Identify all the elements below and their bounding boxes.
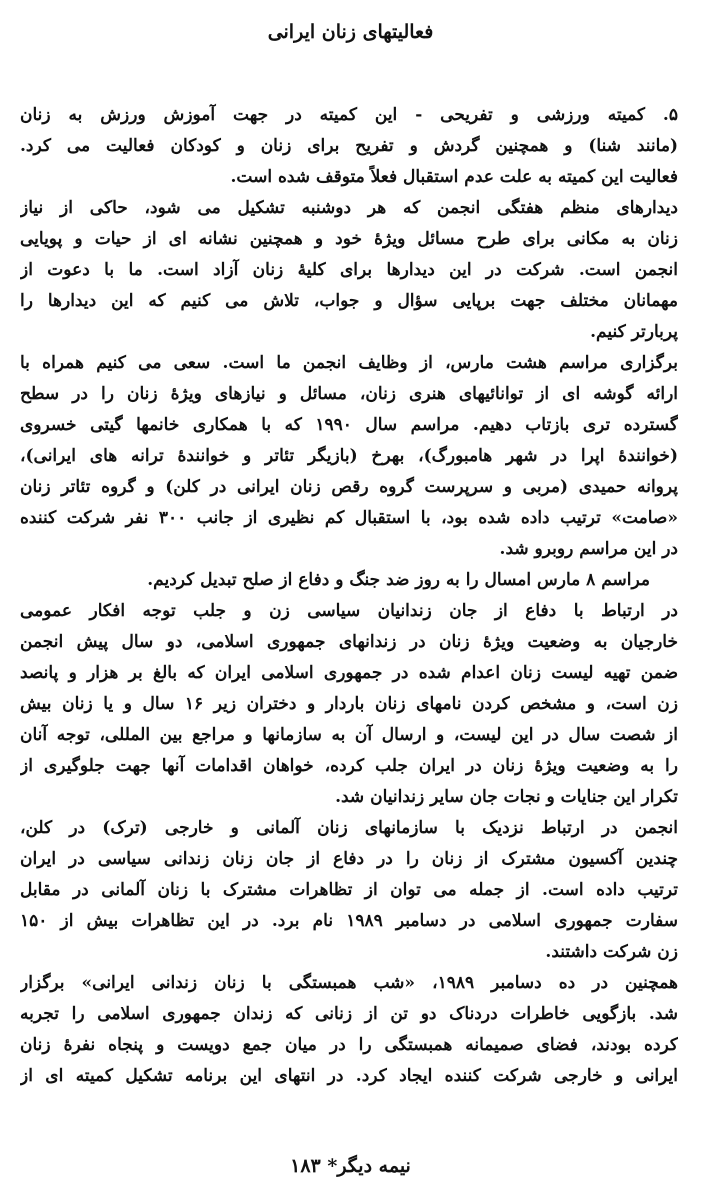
text-line: از شصت سال در این لیست، و ارسال آن به سازمانها و مراجع بین المللی، توجه آنان: [20, 725, 678, 745]
text-line: برگزاری مراسم هشت مارس، از وظایف انجمن ما است. سعی می کنیم همراه با: [20, 353, 678, 373]
text-line: گسترده تری بازتاب دهیم. مراسم سال ۱۹۹۰ که با همکاری خانمها گیتی خسروی: [20, 415, 678, 435]
text-line: انجمن است. شرکت در این دیدارها برای کلیهٔ زنان آزاد است. ما با دعوت از: [20, 260, 678, 280]
text-line: کرده بودند، فضای صمیمانه همبستگی را در میان جمع دویست و پنجاه نفرهٔ زنان: [20, 1035, 678, 1055]
text-line: ارائه گوشه ای از توانائیهای هنری زنان، مسائل و نیازهای ویژهٔ زنان را در سطح: [20, 384, 678, 404]
text-line: شد. بازگویی خاطرات دردناک دو تن از زنانی که زندان جمهوری اسلامی را تجربه: [20, 1004, 678, 1024]
text-line: ۵. کمیته ورزشی و تفریحی - این کمیته در جهت آموزش ورزش به زنان: [20, 105, 678, 125]
text-line: همچنین در ده دسامبر ۱۹۸۹، «شب همبستگی با زنان زندانی ایرانی» برگزار: [20, 973, 678, 993]
text-line: انجمن در ارتباط نزدیک با سازمانهای زنان آلمانی و خارجی (ترک) در کلن،: [20, 818, 678, 838]
text-line: (خوانندهٔ اپرا در شهر هامبورگ)، بهرخ (بازیگر تئاتر و خوانندهٔ ترانه های ایرانی)،: [20, 446, 678, 466]
text-line: چندین آکسیون مشترک از زنان را در دفاع از جان زنان زندانی سیاسی در ایران: [20, 849, 678, 869]
text-line: در این مراسم روبرو شد.: [499, 539, 678, 559]
text-line: مراسم ۸ مارس امسال را به روز ضد جنگ و دفاع از صلح تبدیل کردیم.: [147, 570, 650, 590]
text-line: پربارتر کنیم.: [590, 322, 678, 342]
text-line: در ارتباط با دفاع از جان زندانیان سیاسی زن و جلب توجه افکار عمومی: [20, 601, 678, 621]
text-line: را به وضعیت ویژهٔ زنان در ایران جلب کرده، خواهان اقدامات آنها جهت جلوگیری از: [20, 756, 678, 776]
text-line: «صامت» ترتیب داده شده بود، با استقبال کم نظیری از جانب ۳۰۰ نفر شرکت کننده: [20, 508, 678, 528]
text-line: ضمن تهیه لیست زنان اعدام شده در جمهوری اسلامی ایران که بالغ بر هزار و پانصد: [20, 663, 678, 683]
text-line: (مانند شنا) و همچنین گردش و تفریح برای زنان و کودکان فعالیت می کرد.: [20, 136, 678, 156]
page-footer: نیمه دیگر* ۱۸۳: [290, 1155, 411, 1177]
text-line: خارجیان به وضعیت ویژهٔ زنان در زندانهای جمهوری اسلامی، دو سال پیش انجمن: [20, 632, 678, 652]
text-line: زن شرکت داشتند.: [545, 942, 678, 962]
text-line: زن است، و مشخص کردن نامهای زنان باردار و دختران زیر ۱۶ سال و یا زنان بیش: [20, 694, 678, 714]
text-line: مهمانان مختلف جهت برپایی سؤال و جواب، تلاش می کنیم که این دیدارها را: [20, 291, 678, 311]
text-line: ترتیب داده است. از جمله می توان از تظاهرات مشترک با زنان آلمانی در مقابل: [20, 880, 678, 900]
text-line: دیدارهای منظم هفتگی انجمن که هر دوشنبه تشکیل می شود، حاکی از نیاز: [20, 198, 678, 218]
page-title: فعالیتهای زنان ایرانی: [267, 21, 434, 43]
text-line: سفارت جمهوری اسلامی در دسامبر ۱۹۸۹ نام برد. در این تظاهرات بیش از ۱۵۰: [20, 911, 678, 931]
text-line: ایرانی و خارجی شرکت کننده ایجاد کرد. در انتهای این برنامه تشکیل کمیته ای از: [20, 1066, 678, 1086]
text-line: فعالیت این کمیته به علت عدم استقبال فعلاً متوقف شده است.: [230, 167, 678, 187]
body-text: [20, 100, 678, 1092]
text-line: زنان به مکانی برای طرح مسائل ویژهٔ خود و همچنین نشانه ای از حیات و پویایی: [20, 229, 678, 249]
text-line: پروانه حمیدی (مربی و سرپرست گروه رقص زنان ایرانی در کلن) و گروه تئاتر زنان: [20, 477, 678, 497]
text-line: تکرار این جنایات و نجات جان سایر زندانیان شد.: [335, 787, 678, 807]
